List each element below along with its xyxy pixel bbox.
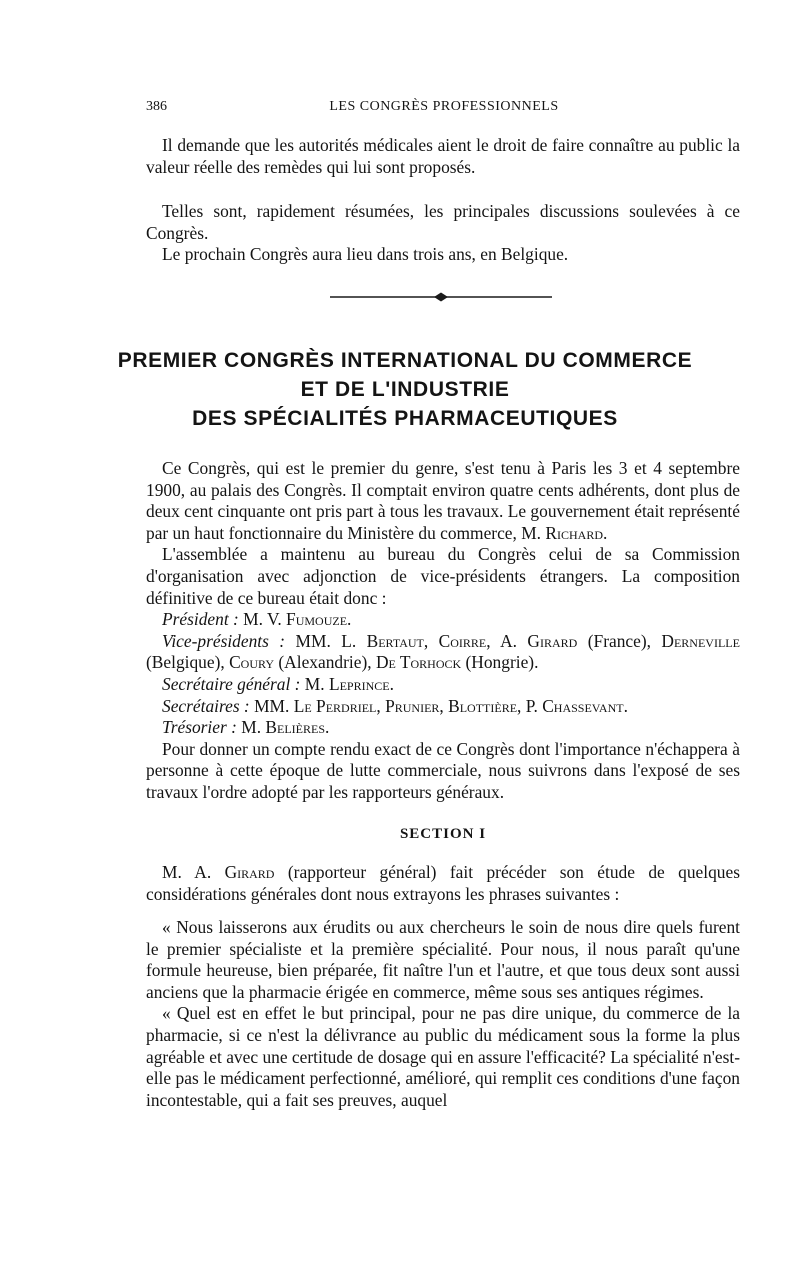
bureau-secretaries: Secrétaires : MM. Le Perdriel, Prunier, Blottière, P. Chassevant.: [162, 695, 628, 716]
bureau-secretary-general: Secrétaire général : M. Leprince.: [162, 673, 394, 694]
intro-block-2: [146, 201, 740, 266]
separator-ornament: [330, 292, 552, 302]
title-line: DES SPÉCIALITÉS PHARMACEUTIQUES: [192, 407, 618, 430]
quote-paragraph: « Nous laisserons aux érudits ou aux chercheurs le soin de nous dire quels furent le premier spécialiste et la première spécialité. Pour nous, il nous paraît qu'une formule heureuse, bien préparée, fit naître l'un et l'autre, et que tous deux sont aussi anciens que la pharmacie érigée en commerce, même sous ses antiques régimes.: [146, 917, 740, 1002]
section-heading: SECTION I: [399, 826, 487, 842]
body-paragraph: Pour donner un compte rendu exact de ce Congrès dont l'importance n'échappera à personne à cette époque de lutte commerciale, nous suivrons dans l'exposé de ses travaux l'ordre adopté par les rapporteurs généraux.: [146, 738, 740, 802]
section-paragraph: M. A. Girard (rapporteur général) fait précéder son étude de quelques considérations générales dont nous extrayons les phrases suivantes :: [146, 862, 740, 904]
title-line: ET DE L'INDUSTRIE: [300, 378, 510, 401]
title-line: PREMIER CONGRÈS INTERNATIONAL DU COMMERCE: [117, 349, 693, 372]
section-body: [146, 862, 740, 905]
bureau-president: Président : M. V. Fumouze.: [162, 609, 352, 630]
body-paragraph: Ce Congrès, qui est le premier du genre, s'est tenu à Paris les 3 et 4 septembre 1900, au palais des Congrès. Il comptait environ quatre cents adhérents, dont plus de deux cent cinquante ont pris part à tous les travaux. Le gouvernement était représenté par un haut fonctionnaire du Ministère du commerce, M. Richard.: [146, 458, 740, 543]
bureau-vice-presidents: Vice-présidents : MM. L. Bertaut, Coirre, A. Girard (France), Derneville (Belgique), Coury (Alexandrie), De Torhock (Hongrie).: [146, 630, 740, 673]
intro-paragraph: Le prochain Congrès aura lieu dans trois ans, en Belgique.: [162, 244, 569, 265]
intro-block: [146, 135, 740, 178]
quote-block: [146, 917, 740, 1111]
article-title: [100, 346, 710, 433]
running-title: LES CONGRÈS PROFESSIONNELS: [329, 99, 559, 114]
body-paragraph: L'assemblée a maintenu au bureau du Congrès celui de sa Commission d'organisation avec adjonction de vice-présidents étrangers. La composition définitive de ce bureau était donc :: [146, 544, 740, 608]
article-body: [146, 458, 740, 804]
intro-paragraph: Il demande que les autorités médicales aient le droit de faire connaître au public la valeur réelle des remèdes qui lui sont proposés.: [146, 135, 740, 177]
bureau-treasurer: Trésorier : M. Belières.: [162, 717, 330, 738]
page-header: [146, 99, 742, 119]
quote-paragraph: « Quel est en effet le but principal, pour ne pas dire unique, du commerce de la pharmacie, si ce n'est la délivrance au public du médicament sous la forme la plus agréable et avec une certitude de dosage qui en assure l'efficacité? La spécialité n'est-elle pas le médicament perfectionné, amélioré, qui remplit ces conditions d'une façon incontestable, qui a fait ses preuves, auquel: [146, 1003, 740, 1110]
intro-paragraph: Telles sont, rapidement résumées, les principales discussions soulevées à ce Congrès.: [146, 201, 740, 243]
page-number: 386: [146, 99, 167, 114]
